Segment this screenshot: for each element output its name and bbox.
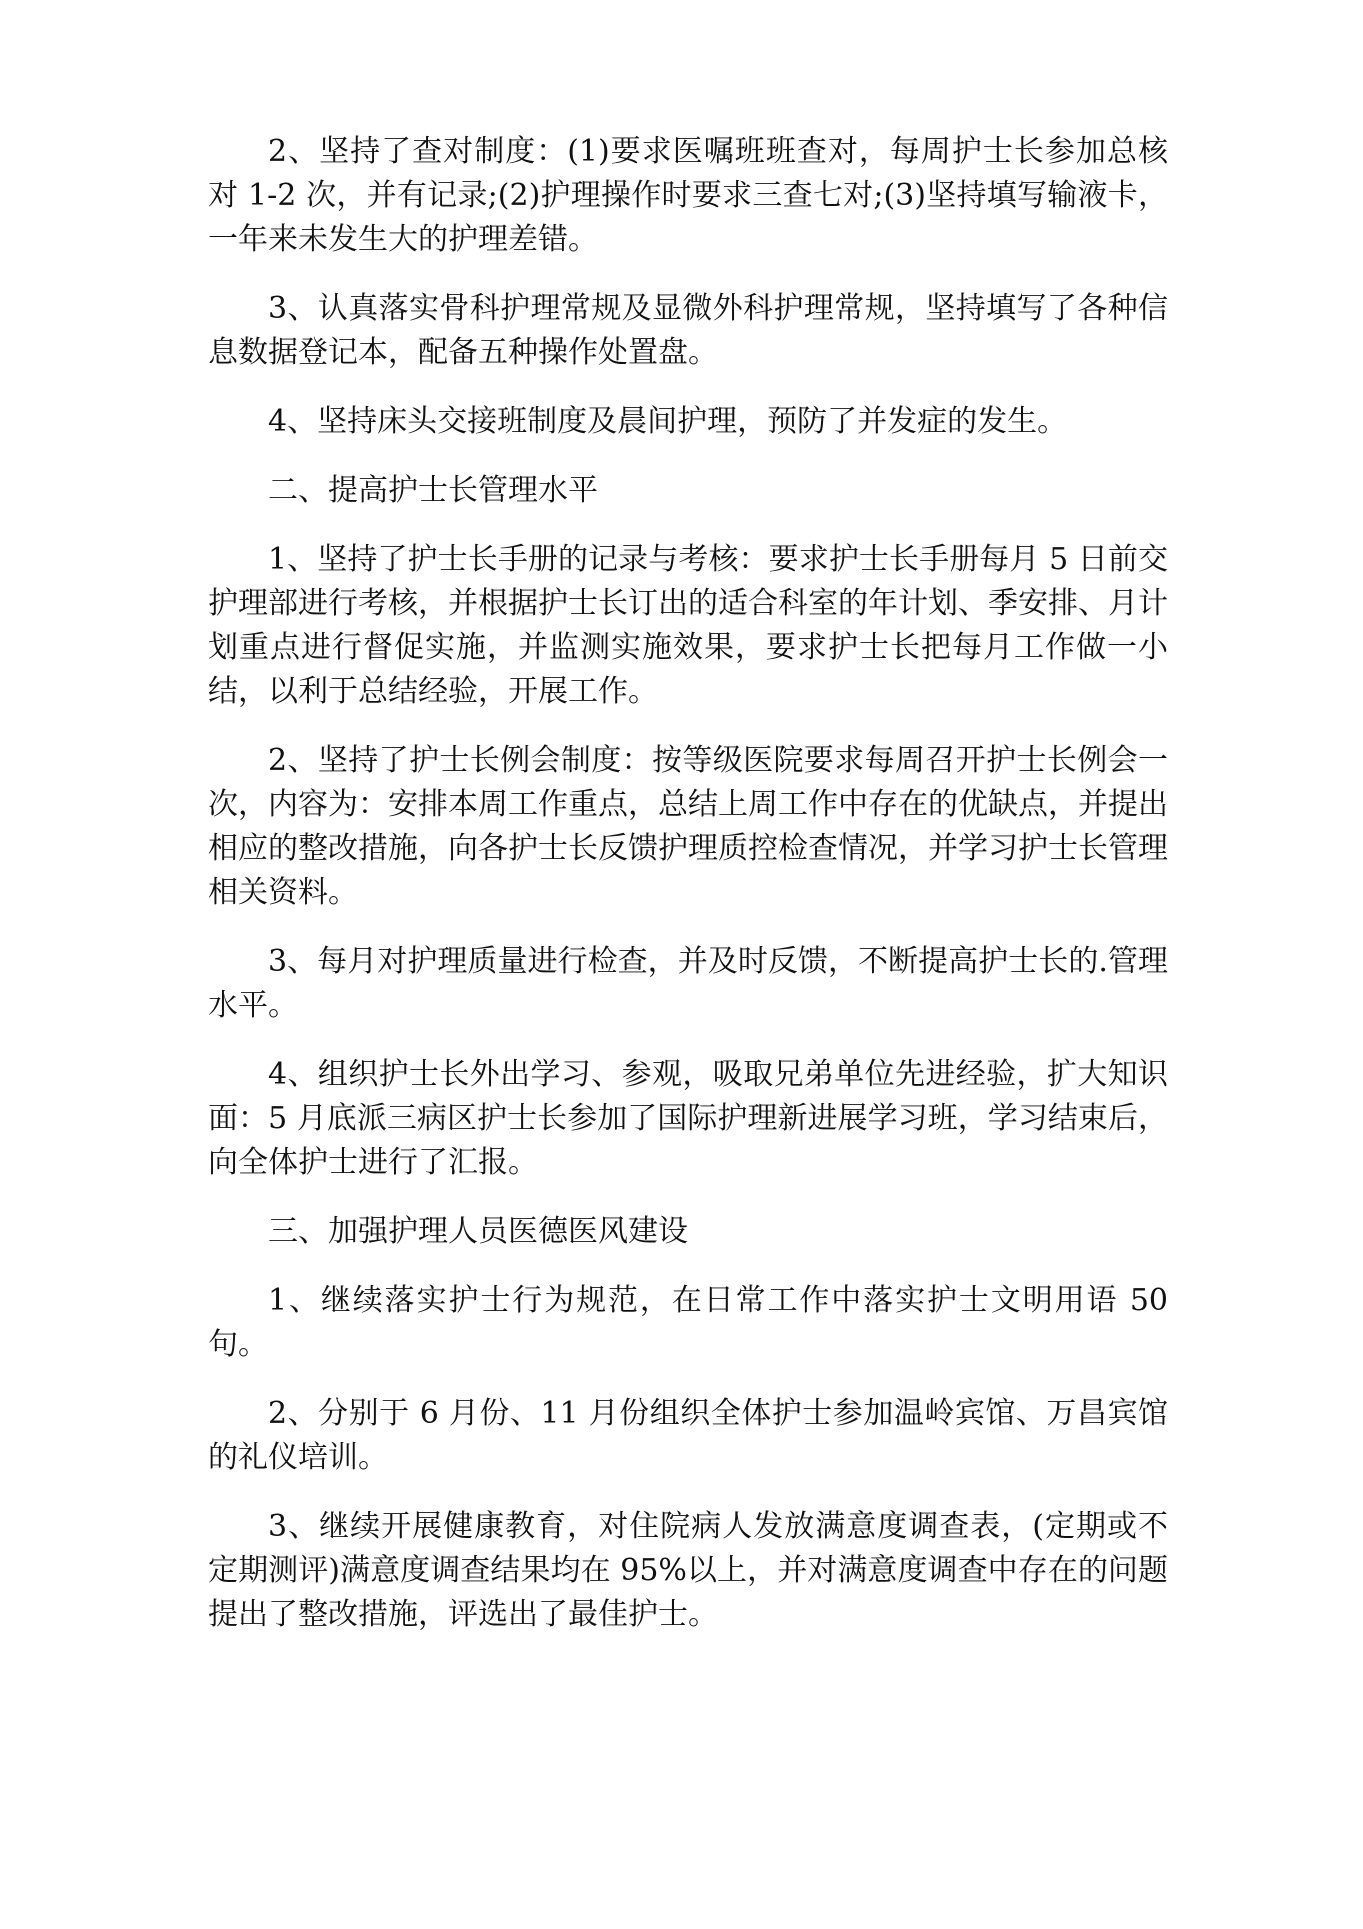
- paragraph-health-education: 3、继续开展健康教育，对住院病人发放满意度调查表，(定期或不定期测评)满意度调查结果均在 95%以上，并对满意度调查中存在的问题提出了整改措施，评选出了最佳护士。: [208, 1509, 1168, 1632]
- paragraph-head-nurse-meeting: 2、坚持了护士长例会制度：按等级医院要求每周召开护士长例会一次，内容为：安排本周工作重点，总结上周工作中存在的优缺点，并提出相应的整改措施，向各护士长反馈护理质控检查情况，并学习护士长管理相关资料。: [208, 743, 1168, 910]
- paragraph-behavior-norms: 1、继续落实护士行为规范，在日常工作中落实护士文明用语 50句。: [208, 1283, 1168, 1362]
- paragraph-quality-check: 3、每月对护理质量进行检查，并及时反馈，不断提高护士长的.管理水平。: [208, 944, 1168, 1023]
- paragraph-check-system: 2、坚持了查对制度：(1)要求医嘱班班查对，每周护士长参加总核对 1-2 次，并有记录;(2)护理操作时要求三查七对;(3)坚持填写输液卡，一年来未发生大的护理差错。: [208, 134, 1168, 257]
- paragraph-etiquette-training: 2、分别于 6 月份、11 月份组织全体护士参加温岭宾馆、万昌宾馆的礼仪培训。: [208, 1396, 1168, 1475]
- section-heading-ethics: 三、加强护理人员医德医风建设: [268, 1214, 688, 1249]
- paragraph-handover: 4、坚持床头交接班制度及晨间护理，预防了并发症的发生。: [268, 404, 1068, 439]
- document-page: [208, 130, 1168, 1662]
- section-heading-management: 二、提高护士长管理水平: [268, 473, 598, 508]
- paragraph-nursing-routine: 3、认真落实骨科护理常规及显微外科护理常规，坚持填写了各种信息数据登记本，配备五种操作处置盘。: [208, 291, 1168, 370]
- paragraph-head-nurse-manual: 1、坚持了护士长手册的记录与考核：要求护士长手册每月 5 日前交护理部进行考核，并根据护士长订出的适合科室的年计划、季安排、月计划重点进行督促实施，并监测实施效果，要求护士长把每月工作做一小结，以利于总结经验，开展工作。: [208, 542, 1168, 709]
- paragraph-external-study: 4、组织护士长外出学习、参观，吸取兄弟单位先进经验，扩大知识面：5 月底派三病区护士长参加了国际护理新进展学习班，学习结束后，向全体护士进行了汇报。: [208, 1057, 1168, 1180]
